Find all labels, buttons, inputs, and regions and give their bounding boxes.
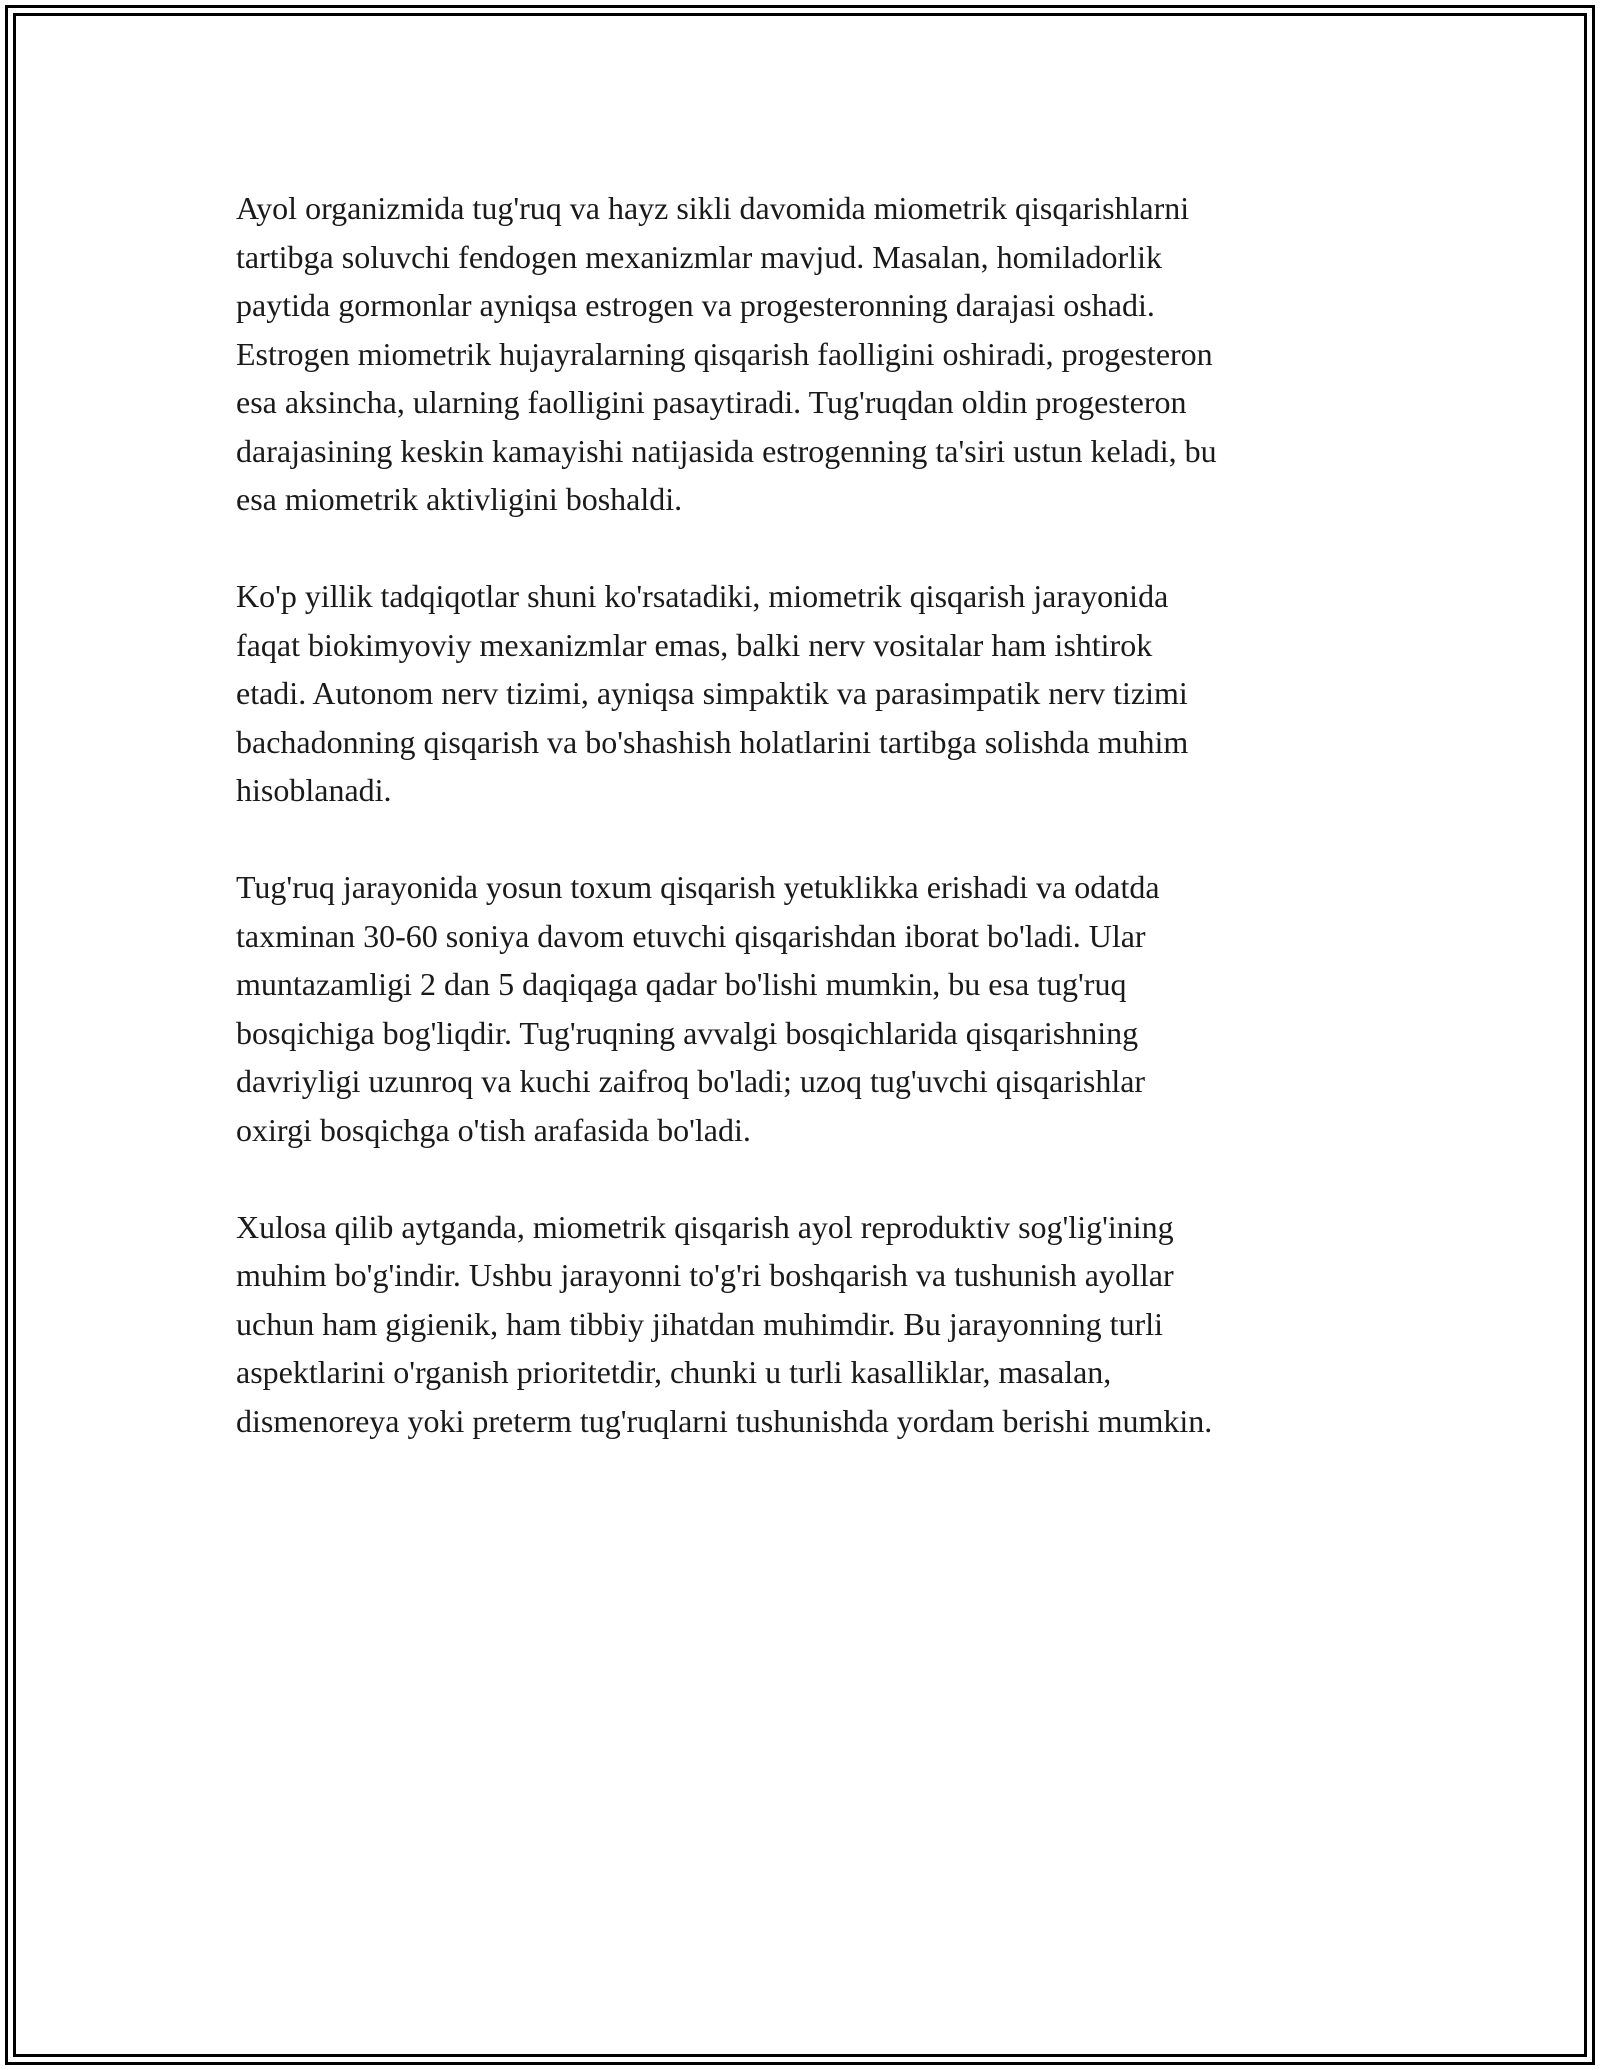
paragraph-4: Xulosa qilib aytganda, miometrik qisqarish ayol reproduktiv sog'lig'ining muhim bo'g'indir. Ushbu jarayonni to'g'ri boshqarish va tushunish ayollar uchun ham gigienik, ham tibbiy jihatdan muhimdir. Bu jarayonning turli aspektlarini o'rganish prioritetdir, chunki u turli kasalliklar, masalan, dismenoreya yoki preterm tug'ruqlarni tushunishda yordam berishi mumkin. (236, 1208, 1213, 1439)
paragraph-2: Ko'p yillik tadqiqotlar shuni ko'rsatadiki, miometrik qisqarish jarayonida faqat biokimyoviy mexanizmlar emas, balki nerv vositalar ham ishtirok etadi. Autonom nerv tizimi, ayniqsa simpaktik va parasimpatik nerv tizimi bachadonning qisqarish va bo'shashish holatlarini tartibga solishda muhim hisoblanadi. (236, 578, 1189, 808)
document-body (236, 184, 1386, 1494)
paragraph-1: Ayol organizmida tug'ruq va hayz sikli davomida miometrik qisqarishlarni tartibga soluvchi fendogen mexanizmlar mavjud. Masalan, homiladorlik paytida gormonlar ayniqsa estrogen va progesteronning darajasi oshadi. Estrogen miometrik hujayralarning qisqarish faolligini oshiradi, progesteron esa aksincha, ularning faolligini pasaytiradi. Tug'ruqdan oldin progesteron darajasining keskin kamayishi natijasida estrogenning ta'siri ustun keladi, bu esa miometrik aktivligini boshaldi. (236, 190, 1217, 517)
paragraph-3: Tug'ruq jarayonida yosun toxum qisqarish yetuklikka erishadi va odatda taxminan 30-60 soniya davom etuvchi qisqarishdan iborat bo'ladi. Ular muntazamligi 2 dan 5 daqiqaga qadar bo'lishi mumkin, bu esa tug'ruq bosqichiga bog'liqdir. Tug'ruqning avvalgi bosqichlarida qisqarishning davriyligi uzunroq va kuchi zaifroq bo'ladi; uzoq tug'uvchi qisqarishlar oxirgi bosqichga o'tish arafasida bo'ladi. (236, 869, 1160, 1148)
